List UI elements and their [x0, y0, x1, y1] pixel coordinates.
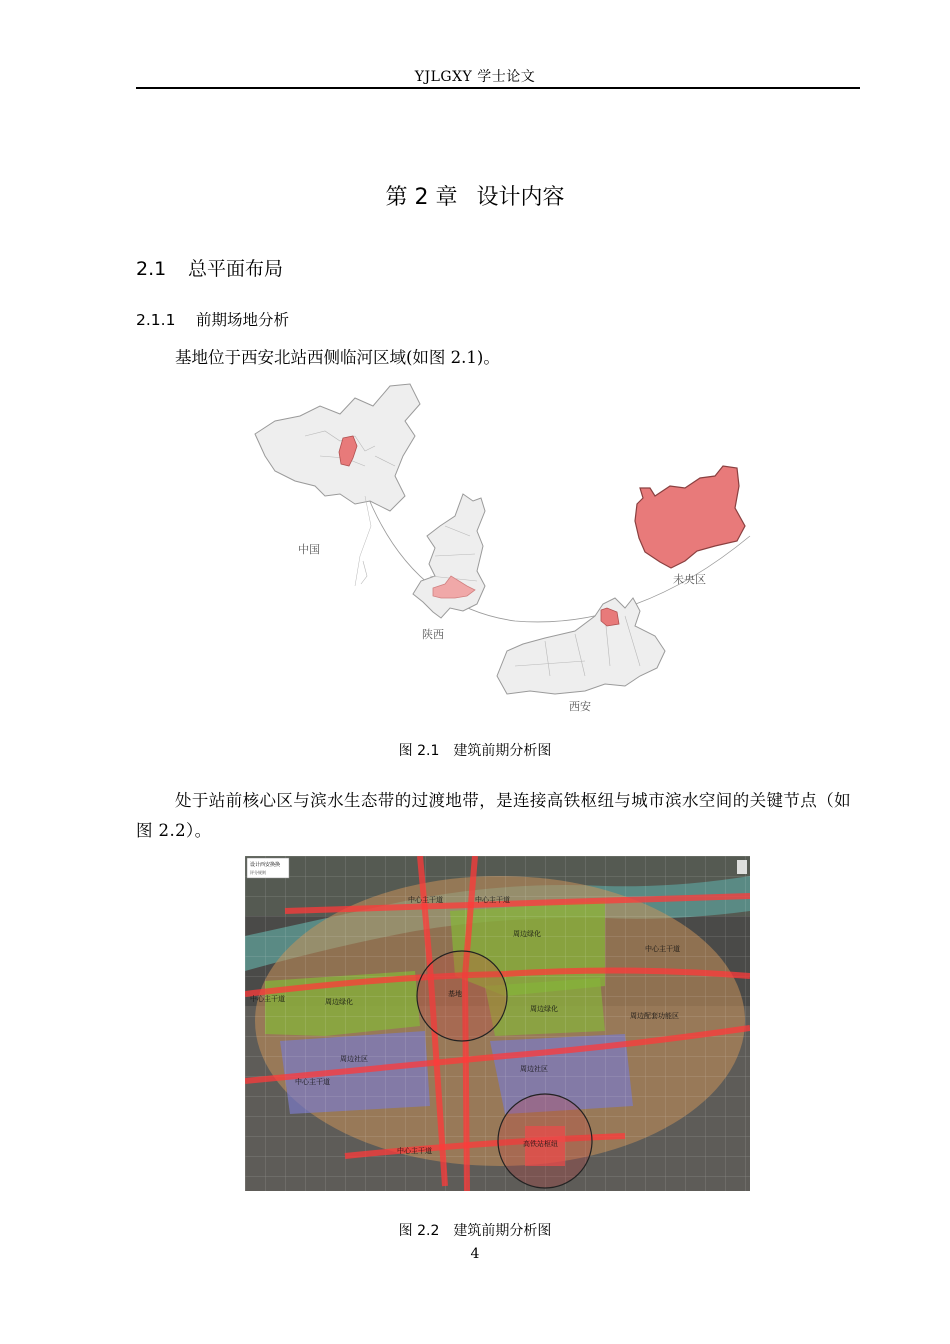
chapter-number: 第 2 章 — [385, 185, 458, 210]
label-green-3: 周边绿化 — [530, 1005, 558, 1013]
section-title: 总平面布局 — [188, 258, 284, 280]
label-main-road-6: 中心主干道 — [397, 1147, 432, 1155]
figure-2-site-analysis-map — [245, 856, 750, 1191]
label-main-road-3: 中心主干道 — [645, 945, 680, 953]
chapter-heading — [0, 180, 950, 211]
label-community-1: 周边社区 — [340, 1055, 368, 1063]
figure-2-caption-text: 建筑前期分析图 — [453, 1223, 552, 1239]
subsection-heading — [136, 308, 289, 330]
weiyang-label: 未央区 — [673, 573, 706, 586]
header-rule — [136, 87, 860, 89]
figure-1-label: 图 2.1 — [398, 743, 440, 759]
section-number: 2.1 — [136, 258, 167, 280]
label-green-2: 周边绿化 — [325, 998, 353, 1006]
paragraph-1: 基地位于西安北站西侧临河区域(如图 2.1)。 — [175, 348, 500, 367]
xian-label: 西安 — [569, 700, 591, 713]
figure-1-location-map — [245, 376, 765, 721]
label-green-1: 周边绿化 — [513, 930, 541, 938]
section-heading — [136, 254, 283, 281]
label-industry: 周边配套功能区 — [630, 1012, 679, 1020]
page-number: 4 — [470, 1246, 480, 1262]
china-label: 中国 — [298, 543, 320, 556]
subsection-number: 2.1.1 — [136, 311, 176, 329]
subsection-title: 前期场地分析 — [196, 311, 290, 329]
label-station: 高铁站枢纽 — [523, 1140, 558, 1148]
chapter-title: 设计内容 — [476, 185, 565, 210]
figure-1-caption — [0, 740, 950, 760]
label-main-road-1: 中心主干道 — [408, 896, 443, 904]
figure-1-caption-text: 建筑前期分析图 — [453, 743, 552, 759]
china-map — [255, 384, 420, 586]
legend-box — [247, 858, 289, 878]
map-control — [737, 860, 747, 874]
figure-2-label: 图 2.2 — [398, 1223, 440, 1239]
figure-2-caption — [0, 1220, 950, 1240]
legend-title: 设计西安换换 — [250, 862, 281, 868]
legend-sub: 评分规则 — [250, 870, 266, 875]
label-community-2: 周边社区 — [520, 1065, 548, 1073]
label-site: 基地 — [448, 990, 462, 998]
shaanxi-map — [413, 494, 485, 618]
running-header: YJLGXY 学士论文 — [414, 69, 536, 85]
xian-map — [497, 598, 665, 694]
paragraph-2: 处于站前核心区与滨水生态带的过渡地带，是连接高铁枢纽与城市滨水空间的关键节点（如图 2.2）。 — [136, 791, 851, 840]
label-main-road-2: 中心主干道 — [475, 896, 510, 904]
label-main-road-4: 中心主干道 — [250, 995, 285, 1003]
shaanxi-label: 陕西 — [422, 628, 444, 641]
label-main-road-5: 中心主干道 — [295, 1078, 330, 1086]
site-circle — [417, 951, 507, 1041]
